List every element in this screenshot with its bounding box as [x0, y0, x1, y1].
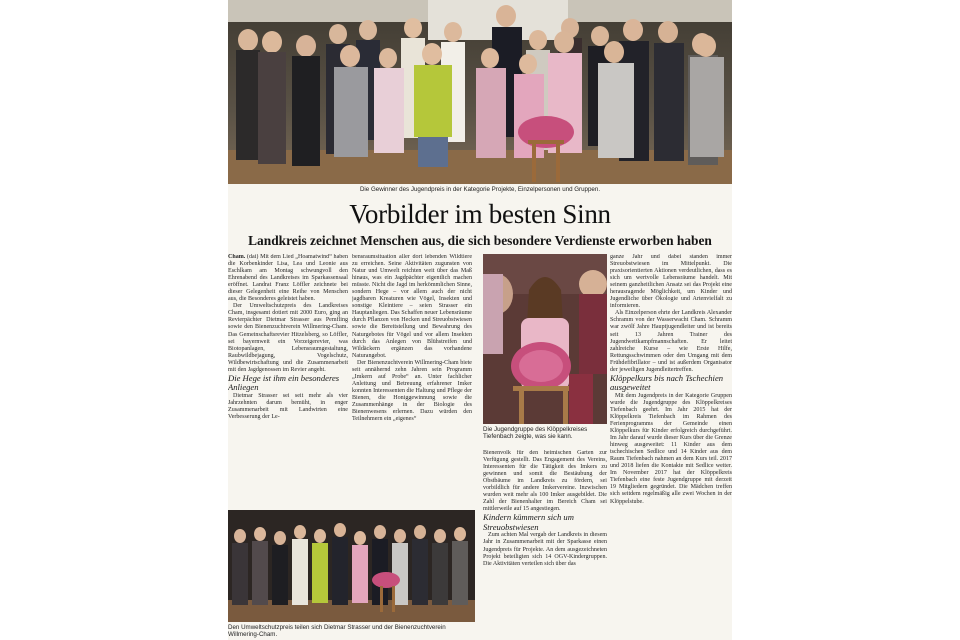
- article-subheadline: Landkreis zeichnet Menschen aus, die sich besondere Verdienste erworben haben: [248, 233, 712, 248]
- article-paragraph: (dai) Mit dem Lied „Hoamatwind“ haben die Korbenkinder Lisa, Lea und Leonie aus Eschlkam am Montag schwungvoll den Ehrenabend des Landkreises im Sparkassensaal eröffnet. Landrat Franz Löffler zeichnete bei dieser Gelegenheit eine Reihe von Menschen aus, die Besonderes geleistet haben.: [228, 254, 348, 303]
- article-paragraph: ganze Jahr und dabei standen immer Streuobstwiesen im Mittelpunkt. Die praxisorientierten Aktionen verdeutlichen, dass es sich um wertvolle Lebensräume handelt. Mit seinem ganzheitlichen Ansatz sei das Projekt eine herausragende Möglichkeit, um Kinder und Jugendliche über Ökologie und Artenvielfalt zu informieren.: [610, 254, 732, 310]
- article-subhead: Die Hege ist ihm ein besonderes Anliegen: [228, 372, 340, 393]
- article-column-4: [610, 254, 732, 640]
- article-column-1: [228, 254, 348, 498]
- photo-caption-middle: Die Jugendgruppe des Klöppelkreises Tiefenbach zeigte, was sie kann.: [483, 426, 588, 440]
- article-paragraph: Der Bienenzuchtverein Willmering-Cham biete seit annähernd zehn Jahren sein Programm „Imkern auf Probe“ an. Unter fachlicher Anleitung und Betreuung erfahrener Imker konnten Interessenten die Haltung und Pflege der Bienen, die Honiggewinnung sowie die Zusammenhänge in der Biologie des Bienenwesens erlernen. Dazu würden den Teilnehmern ein „eigenes“: [352, 359, 472, 423]
- article-paragraph: Dietmar Strasser sei seit mehr als vier Jahrzehnten darum bemüht, in enger Zusammenarbeit mit Landwirten eine Verbesserung der Le-: [228, 392, 348, 420]
- article-headline: Vorbilder im besten Sinn: [349, 199, 611, 229]
- photo-lace-girl: [483, 254, 607, 424]
- article-paragraph: Zum achten Mal vergab der Landkreis in diesem Jahr in Zusammenarbeit mit der Sparkasse einen Jugendpreis für Projekte. An dem ausgezeichneten Projekt beteiligten sich 14 OGV-Kindergruppen. Die Aktivitäten verteilen sich über das: [483, 532, 607, 567]
- group-photo-environment-prize: [228, 510, 475, 622]
- photo-caption-top: Die Gewinner des Jugendpreis in der Kategorie Projekte, Einzelpersonen und Gruppen.: [359, 186, 601, 193]
- article-paragraph: Als Einzelperson ehrte der Landkreis Alexander Schramm von der Wasserwacht Cham. Schramm war zwölf Jahre Hauptjugendleiter und ist bereits seit 13 Jahren Trainer des Jugendwettkampfmannschaften. Er leitet zahlreiche Kurse – wie Erste Hilfe, Rettungsschwimmen oder den Umgang mit dem Frühdefibrillator – und ist außerdem Organisator der jeweiligen Jugendleitertreffen.: [610, 310, 732, 373]
- article-paragraph: Mit dem Jugendpreis in der Kategorie Gruppen wurde die Jugendgruppe des Klöppelkreises Tiefenbach geehrt. Im Jahr 2015 hat der Klöppelkreis Tiefenbach im Rahmen des Ferienprogramms der Gemeinde einen Klöppelkurs für Kinder erfolgreich durchgeführt. Im Jahr darauf wurde dieser Kurs über die Grenze hinweg ausgeweitet: 11 Kinder aus dem tschechischen Sedlice und 14 Kinder aus dem Raum Tiefenbach nahmen an dem Kurs teil. 2017 und 2018 liefen die Kontakte mit Sedlice weiter. Im November 2017 hat der Klöppelkreis Tiefenbach eine feste Jugendgruppe mit derzeit 19 Mitgliedern gegründet. Die Mädchen treffen sich seitdem regelmäßig alle zwei Wochen in der Klöppelstube.: [610, 392, 732, 505]
- article-subhead: Klöppelkurs bis nach Tschechien ausgeweitet: [610, 372, 724, 393]
- article-paragraph: Der Umweltschutzpreis des Landkreises Cham, insgesamt dotiert mit 2000 Euro, ging an Revierpächter Dietmar Strasser aus Pemfling sowie den Bienenzuchtverein Willmering-Cham. Das Gemeinschaftsrevier Hitzelsberg, so Löffler, sei bayernweit ein Vorzeigerevier, was Biotopanlagen, Lebensraumgestaltung, Raubwildbejagung, Vogelschutz, Wildbewirtschaftung und die Zusammenarbeit mit den Jagdgenossen im Revier angeht.: [228, 303, 348, 373]
- article-column-3: [483, 450, 607, 640]
- article-paragraph: Bienenvolk für den heimischen Garten zur Verfügung gestellt. Das Engagement des Vereins, Interessenten für die Tätigkeit des Imkers zu gewinnen und somit die Bestäubung der Obstbäume im Landkreis zu fördern, sei vorbildlich für andere Imkervereine. Inzwischen wurden weit mehr als 100 Imker ausgebildet. Die Zahl der Bienenhalter im Bereich Cham sei mittlerweile auf 15 angestiegen.: [483, 450, 607, 513]
- newspaper-page: [228, 0, 732, 640]
- article-dateline: Cham.: [228, 254, 246, 260]
- article-column-2: [352, 254, 472, 498]
- article-paragraph: bensraumsituation aller dort lebenden Wildtiere zu erreichen. Seine Aktivitäten zugunsten von Natur und Umwelt reichten weit über das Maß hinaus, was ein Jagdpächter eigentlich machen müsste. Nicht die Jagd im herkömmlichen Sinne, sondern Hege – vor allem auch der nicht jagdbaren Kreaturen wie Vögel, Insekten und sonstige Kleintiere – seien Strasser ein Hauptanliegen. Das Schaffen neuer Lebensräume durch Pflanzen von Hecken und Streuobstwiesen sowie die Bereitstellung und Bewahrung des Naturgebotes für Vögel und vor allem Insekten durch das Anlegen von Blühstreifen und Wildäckern ergänzen das vorhandene Naturangebot.: [352, 254, 472, 359]
- photo-caption-bottom: Den Umweltschutzpreis teilen sich Dietmar Strasser und der Bienenzuchtverein Willmering-Cham.: [228, 624, 446, 638]
- article-subhead: Kindern kümmern sich um Streuobstwiesen: [483, 512, 574, 532]
- group-photo-youth-prize: [228, 0, 732, 184]
